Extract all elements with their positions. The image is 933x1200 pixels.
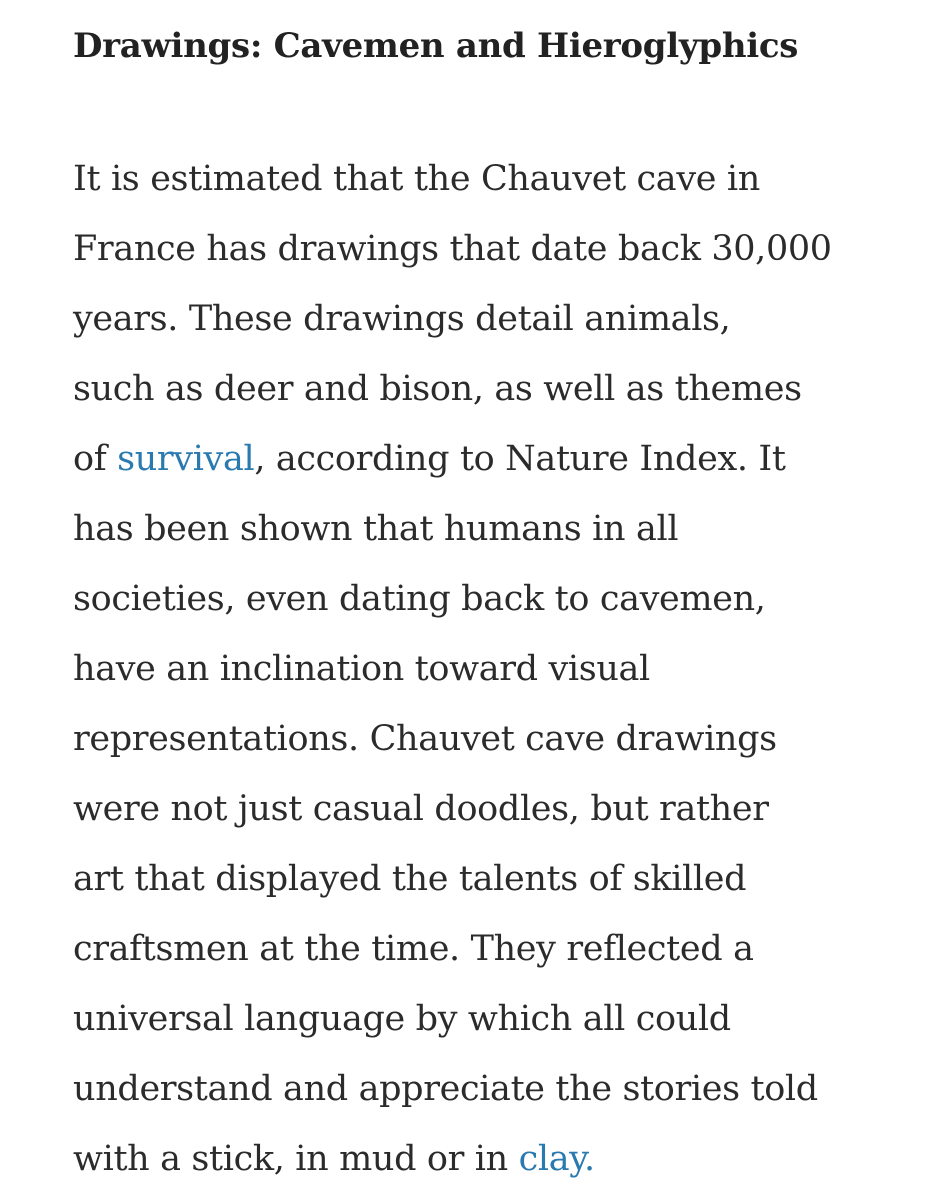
text-segment: of bbox=[73, 439, 118, 479]
paragraph-line: art that displayed the talents of skilled bbox=[73, 859, 747, 899]
paragraph-line: have an inclination toward visual bbox=[73, 649, 650, 689]
section-heading: Drawings: Cavemen and Hieroglyphics bbox=[73, 26, 799, 66]
text-segment: , according to Nature Index. It bbox=[254, 439, 786, 479]
paragraph-line: understand and appreciate the stories told bbox=[73, 1069, 818, 1109]
clay-link[interactable]: clay. bbox=[518, 1139, 595, 1179]
article-paragraph bbox=[73, 144, 913, 1194]
paragraph-line: years. These drawings detail animals, bbox=[73, 299, 731, 339]
paragraph-line: craftsmen at the time. They reflected a bbox=[73, 929, 754, 969]
paragraph-line: universal language by which all could bbox=[73, 999, 731, 1039]
text-segment: with a stick, in mud or in bbox=[73, 1139, 519, 1179]
article bbox=[73, 20, 913, 1179]
survival-link[interactable]: survival bbox=[117, 439, 255, 479]
paragraph-line: has been shown that humans in all bbox=[73, 509, 679, 549]
paragraph-line-with-link bbox=[73, 1124, 913, 1194]
paragraph-line-with-link bbox=[73, 424, 913, 494]
paragraph-line: such as deer and bison, as well as themes bbox=[73, 369, 802, 409]
paragraph-line: were not just casual doodles, but rather bbox=[73, 789, 769, 829]
paragraph-line: It is estimated that the Chauvet cave in bbox=[73, 159, 760, 199]
paragraph-line: representations. Chauvet cave drawings bbox=[73, 719, 777, 759]
paragraph-line: societies, even dating back to cavemen, bbox=[73, 579, 766, 619]
paragraph-line: France has drawings that date back 30,000 bbox=[73, 229, 832, 269]
